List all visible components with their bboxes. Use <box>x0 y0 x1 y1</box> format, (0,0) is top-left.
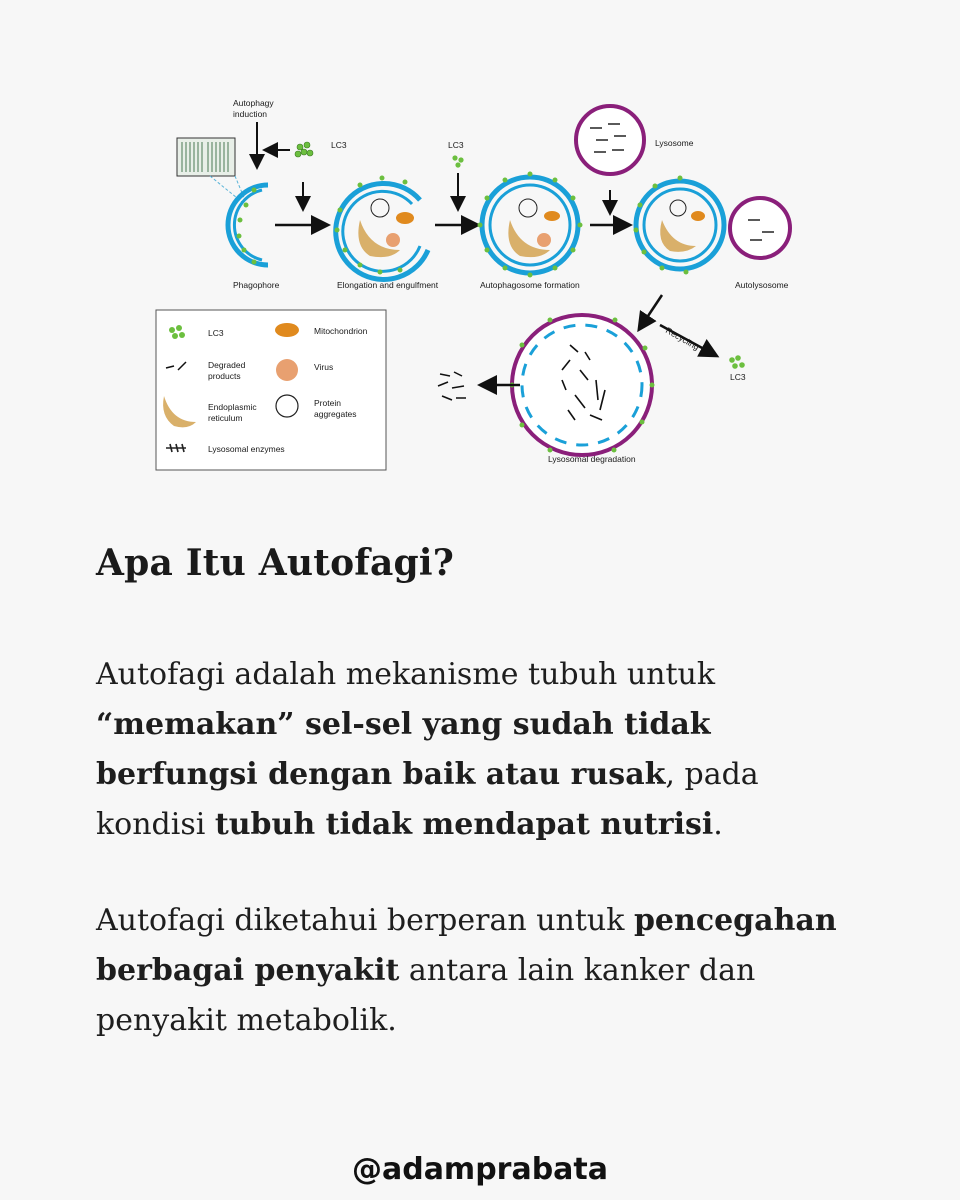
paragraph-definition <box>96 650 856 850</box>
autophagy-diagram <box>150 90 830 480</box>
p1-emphasis-2: tubuh tidak mendapat nutrisi <box>214 807 714 842</box>
lysosome-icon <box>576 106 644 174</box>
p2-emphasis: pencegahan berbagai penyakit <box>96 903 837 988</box>
label-autolysosome: Autolysosome <box>735 280 789 290</box>
legend <box>156 310 386 470</box>
lc3-recycled-icon <box>729 355 745 369</box>
label-lysosome: Lysosome <box>655 138 694 148</box>
legend-protein-2: aggregates <box>314 409 357 419</box>
page-title: Apa Itu Autofagi? <box>96 542 455 584</box>
legend-degraded-2: products <box>208 371 241 381</box>
legend-lc3: LC3 <box>208 328 224 338</box>
degraded-products-icon <box>438 372 466 400</box>
label-autophagy-induction-1: Autophagy <box>233 98 274 108</box>
label-lc3-2: LC3 <box>448 140 464 150</box>
autophagosome-icon <box>478 172 583 278</box>
label-elongation: Elongation and engulfment <box>337 280 439 290</box>
label-lc3-1: LC3 <box>331 140 347 150</box>
lc3-cluster-icon <box>295 142 313 157</box>
arrow-to-degradation <box>640 295 662 328</box>
autolysosome-icon <box>634 176 791 275</box>
label-autophagy-induction-2: induction <box>233 109 268 119</box>
p1-text-a: Autofagi adalah mekanisme tubuh untuk <box>96 657 716 692</box>
legend-er-1: Endoplasmic <box>208 402 257 412</box>
elongation-icon <box>335 176 429 280</box>
label-lc3-recycled: LC3 <box>730 372 746 382</box>
lysosomal-degradation-icon <box>510 315 655 455</box>
label-lysosomal-degradation: Lysosomal degradation <box>548 454 636 464</box>
legend-mitochondrion-icon <box>275 323 299 337</box>
lc3-small-icon <box>452 155 463 167</box>
p2-text-c: antara lain kanker dan penyakit metabolik. <box>96 953 756 1038</box>
label-autophagosome: Autophagosome formation <box>480 280 580 290</box>
legend-virus: Virus <box>314 362 334 372</box>
legend-mitochondrion: Mitochondrion <box>314 326 368 336</box>
p1-text-c: , pada kondisi <box>96 757 759 842</box>
paragraph-role <box>96 896 856 1046</box>
legend-degraded-1: Degraded <box>208 360 246 370</box>
legend-virus-icon <box>276 359 298 381</box>
p2-text-a: Autofagi diketahui berperan untuk <box>96 903 634 938</box>
label-phagophore: Phagophore <box>233 280 280 290</box>
phagophore-icon <box>228 185 268 265</box>
legend-protein-1: Protein <box>314 398 341 408</box>
author-handle: @adamprabata <box>351 1152 609 1187</box>
legend-er-2: reticulum <box>208 413 243 423</box>
legend-enzymes: Lysosomal enzymes <box>208 444 285 454</box>
p1-text-e: . <box>713 807 723 842</box>
er-thumbnail <box>177 138 245 202</box>
label-recycling: Recycling <box>664 325 701 353</box>
p1-emphasis-1: “memakan” sel-sel yang sudah tidak berfungsi dengan baik atau rusak <box>96 707 711 792</box>
